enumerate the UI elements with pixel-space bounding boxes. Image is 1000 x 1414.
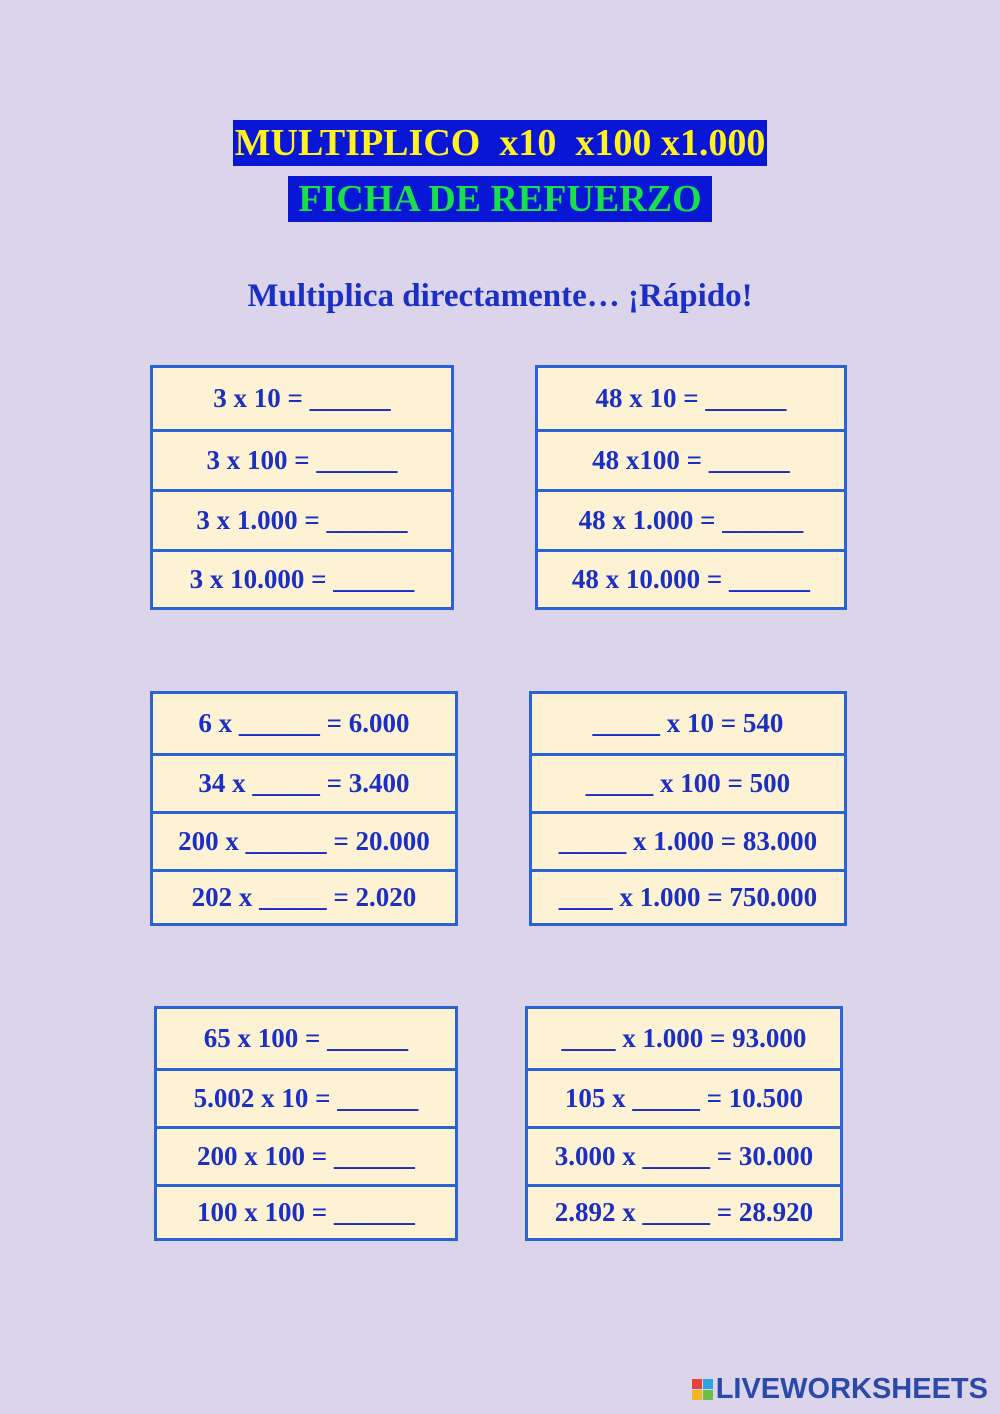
- exercise-row[interactable]: 3 x 10 = ______: [213, 383, 391, 413]
- exercise-row[interactable]: 5.002 x 10 = ______: [157, 1068, 455, 1126]
- exercise-row[interactable]: _____ x 10 = 540: [592, 708, 784, 738]
- page-title: MULTIPLICO x10 x100 x1.000: [234, 122, 766, 164]
- title-block: [0, 120, 1000, 222]
- exercise-row[interactable]: 48 x 10 = ______: [595, 383, 787, 413]
- exercise-row[interactable]: 48 x 1.000 = ______: [538, 489, 844, 549]
- exercise-row[interactable]: 3 x 10.000 = ______: [153, 549, 451, 607]
- liveworksheets-logo-icon: [692, 1379, 713, 1400]
- exercise-row[interactable]: 202 x _____ = 2.020: [153, 869, 455, 923]
- exercise-row[interactable]: 105 x _____ = 10.500: [528, 1068, 840, 1126]
- exercise-row[interactable]: 48 x100 = ______: [538, 429, 844, 489]
- exercise-row[interactable]: 200 x ______ = 20.000: [153, 811, 455, 869]
- exercise-row[interactable]: 34 x _____ = 3.400: [153, 753, 455, 811]
- page-subtitle: FICHA DE REFUERZO: [288, 176, 711, 222]
- logo-square-red: [692, 1379, 702, 1389]
- logo-square-yellow: [692, 1390, 702, 1400]
- exercise-row[interactable]: ____ x 1.000 = 750.000: [532, 869, 844, 923]
- exercise-box-4: [529, 691, 847, 926]
- instruction: Multiplica directamente… ¡Rápido!: [247, 278, 753, 314]
- logo-square-blue: [703, 1379, 713, 1389]
- exercise-row[interactable]: 65 x 100 = ______: [203, 1023, 409, 1053]
- exercise-row[interactable]: 48 x 10.000 = ______: [538, 549, 844, 607]
- exercise-box-1: [150, 365, 454, 610]
- exercise-row[interactable]: 200 x 100 = ______: [157, 1126, 455, 1184]
- liveworksheets-logo[interactable]: [692, 1372, 988, 1406]
- exercise-box-2: [535, 365, 847, 610]
- exercise-row[interactable]: 2.892 x _____ = 28.920: [528, 1184, 840, 1238]
- logo-square-green: [703, 1390, 713, 1400]
- exercise-box-3: [150, 691, 458, 926]
- exercise-row[interactable]: ____ x 1.000 = 93.000: [561, 1023, 807, 1053]
- logo-text: LIVEWORKSHEETS: [715, 1372, 988, 1405]
- exercise-box-6: [525, 1006, 843, 1241]
- exercise-row[interactable]: 3 x 100 = ______: [153, 429, 451, 489]
- exercise-row[interactable]: 3.000 x _____ = 30.000: [528, 1126, 840, 1184]
- exercise-row[interactable]: 3 x 1.000 = ______: [153, 489, 451, 549]
- exercise-row[interactable]: _____ x 1.000 = 83.000: [532, 811, 844, 869]
- exercise-row[interactable]: _____ x 100 = 500: [532, 753, 844, 811]
- exercise-box-5: [154, 1006, 458, 1241]
- exercise-row[interactable]: 6 x ______ = 6.000: [198, 708, 410, 738]
- exercise-row[interactable]: 100 x 100 = ______: [157, 1184, 455, 1238]
